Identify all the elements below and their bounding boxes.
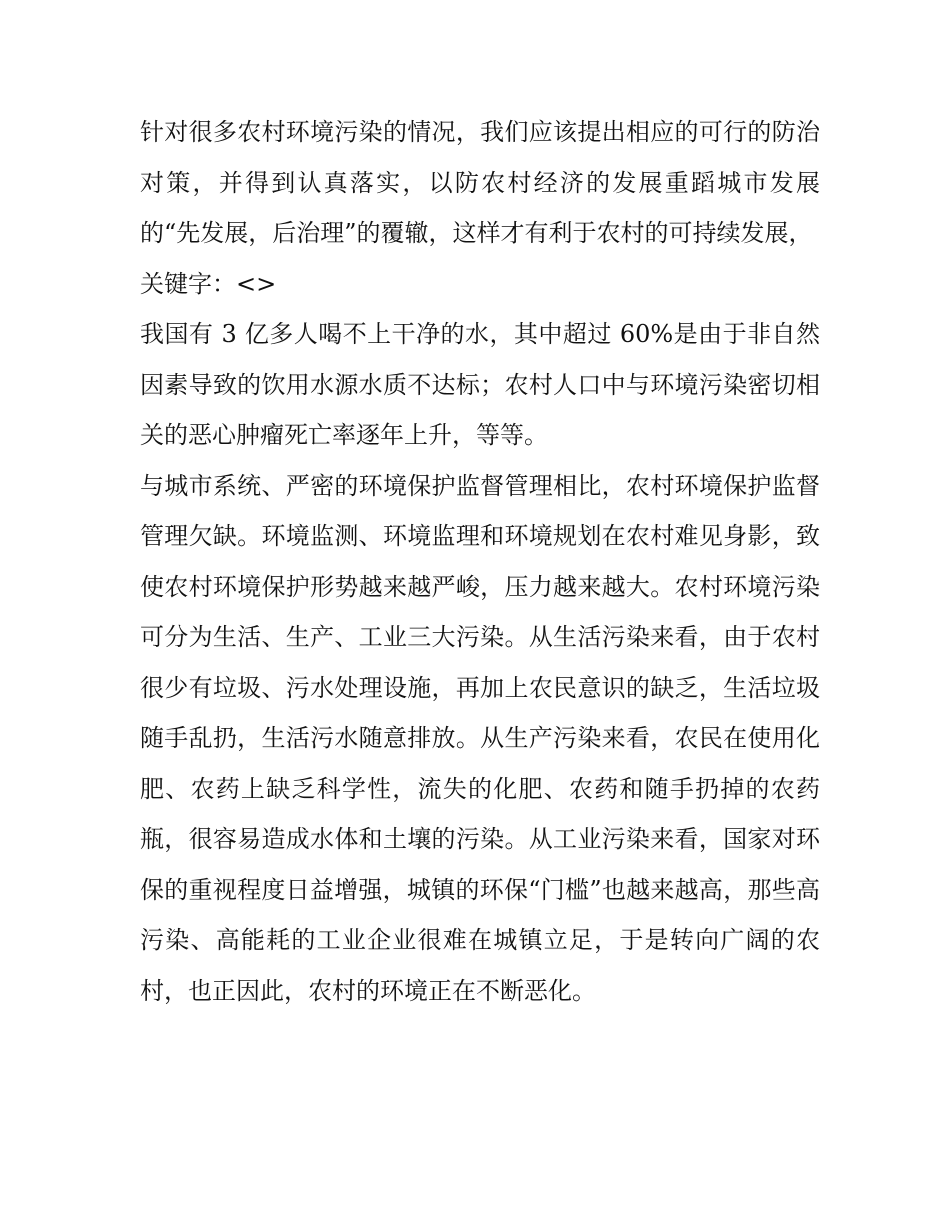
paragraph-supervision: 与城市系统、严密的环境保护监督管理相比，农村环境保护监督管理欠缺。环境监测、环境监理和环境规划在农村难见身影，致使农村环境保护形势越来越严峻，压力越来越大。农村环境污染可分为生活、生产、工业三大污染。从生活污染来看，由于农村很少有垃圾、污水处理设施，再加上农民意识的缺乏，生活垃圾随手乱扔，生活污水随意排放。从生产污染来看，农民在使用化肥、农药上缺乏科学性，流失的化肥、农药和随手扔掉的农药瓶，很容易造成水体和土壤的污染。从工业污染来看，国家对环保的重视程度日益增强，城镇的环保“门槛”也越来越高，那些高污染、高能耗的工业企业很难在城镇立足，于是转向广阔的农村，也正因此，农村的环境正在不断恶化。 bbox=[140, 471, 820, 1005]
paragraph-keywords: 关键字：<> bbox=[140, 269, 277, 298]
paragraph-water-statistics: 我国有 3 亿多人喝不上干净的水，其中超过 60%是由于非自然因素导致的饮用水源水质不达标；农村人口中与环境污染密切相关的恶心肿瘤死亡率逐年上升，等等。 bbox=[140, 320, 820, 449]
paragraph-intro: 针对很多农村环境污染的情况，我们应该提出相应的可行的防治对策，并得到认真落实，以防农村经济的发展重蹈城市发展的“先发展，后治理”的覆辙，这样才有利于农村的可持续发展， bbox=[140, 118, 820, 247]
document-body bbox=[140, 107, 820, 1016]
